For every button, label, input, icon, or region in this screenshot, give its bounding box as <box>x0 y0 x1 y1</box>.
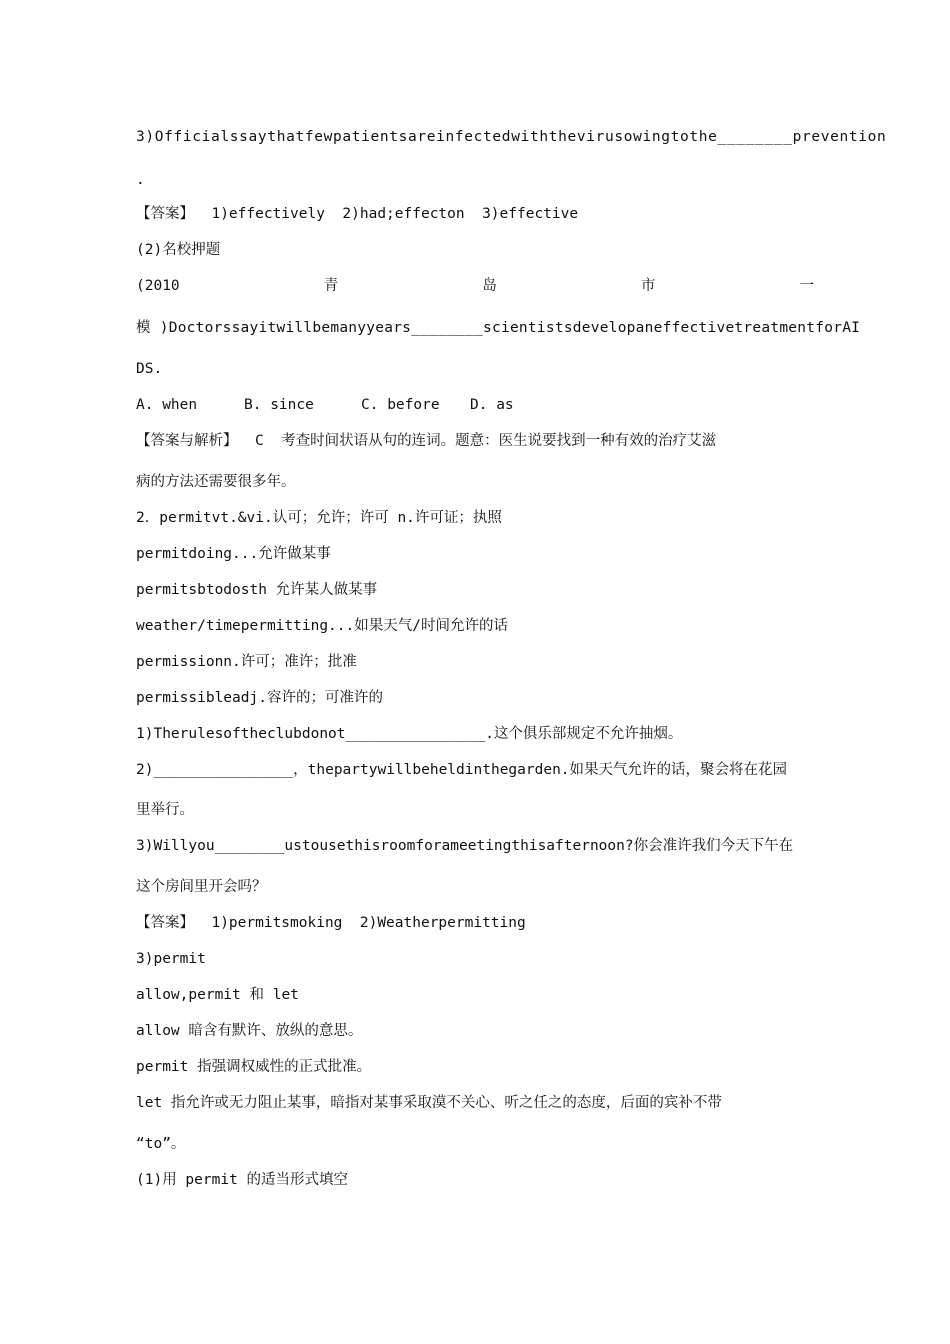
comparison-let-end: “to”。 <box>136 1136 186 1152</box>
exercise-3-line: 3)Officialssaythatfewpatientsareinfectedwiththevirusowingtothe________prevention <box>136 129 887 145</box>
exam-round-char: 一 <box>799 278 814 294</box>
answer-line-3: 3)permit <box>136 951 206 967</box>
exercise-permit-1: 1)Therulesoftheclubdonot________________.这个俱乐部规定不允许抽烟。 <box>136 726 683 742</box>
section-heading-exam-questions: (2)名校押题 <box>136 242 221 258</box>
exercise-3-period: . <box>136 172 145 188</box>
exam-question-line: 模 )Doctorssayitwillbemanyyears________scientistsdevelopaneffectivetreatmentforAI <box>136 320 861 336</box>
option-d: D. as <box>470 397 514 413</box>
option-c: C. before <box>361 397 440 413</box>
exam-source-line <box>136 276 814 296</box>
answer-line-1: 【答案】 1)effectively 2)had;effecton 3)effective <box>136 206 579 222</box>
comparison-allow: allow 暗含有默许、放纵的意思。 <box>136 1023 363 1039</box>
exercise-permit-3-end: 这个房间里开会吗？ <box>136 879 267 895</box>
exam-city-char-1: 青 <box>323 278 339 294</box>
vocab-heading-permit: 2．permitvt.&vi.认可；允许；许可 n.许可证；执照 <box>136 510 502 526</box>
exam-year: (2010 <box>136 278 180 294</box>
phrase-permit-doing: permitdoing...允许做某事 <box>136 546 331 562</box>
phrase-permission: permissionn.许可；准许；批准 <box>136 654 357 670</box>
answer-options <box>136 395 514 415</box>
exam-city-char-3: 市 <box>640 278 656 294</box>
exercise-permit-2-end: 里举行。 <box>136 802 194 818</box>
exercise-permit-2: 2)________________，thepartywillbeheldinthegarden.如果天气允许的话，聚会将在花园 <box>136 762 788 778</box>
phrase-permissible: permissibleadj.容许的；可准许的 <box>136 690 383 706</box>
comparison-let: let 指允许或无力阻止某事，暗指对某事采取漠不关心、听之任之的态度，后面的宾补不带 <box>136 1095 722 1111</box>
option-b: B. since <box>244 397 314 413</box>
answer-analysis-line: 【答案与解析】 C 考查时间状语从句的连词。题意：医生说要找到一种有效的治疗艾滋 <box>136 433 717 449</box>
phrase-weather-permitting: weather/timepermitting...如果天气/时间允许的话 <box>136 618 508 634</box>
answer-line-2: 【答案】 1)permitsmoking 2)Weatherpermitting <box>136 915 526 931</box>
answer-analysis-line-2: 病的方法还需要很多年。 <box>136 474 296 490</box>
fill-in-instruction: (1)用 permit 的适当形式填空 <box>136 1172 349 1188</box>
exercise-permit-3: 3)Willyou________ustousethisroomforameetingthisafternoon?你会准许我们今天下午在 <box>136 838 794 854</box>
option-a: A. when <box>136 397 198 413</box>
phrase-permit-sb: permitsbtodosth 允许某人做某事 <box>136 582 378 598</box>
exam-city-char-2: 岛 <box>482 278 497 294</box>
exam-question-line-end: DS. <box>136 361 163 377</box>
comparison-heading: allow,permit 和 let <box>136 987 299 1003</box>
comparison-permit: permit 指强调权威性的正式批准。 <box>136 1059 372 1075</box>
